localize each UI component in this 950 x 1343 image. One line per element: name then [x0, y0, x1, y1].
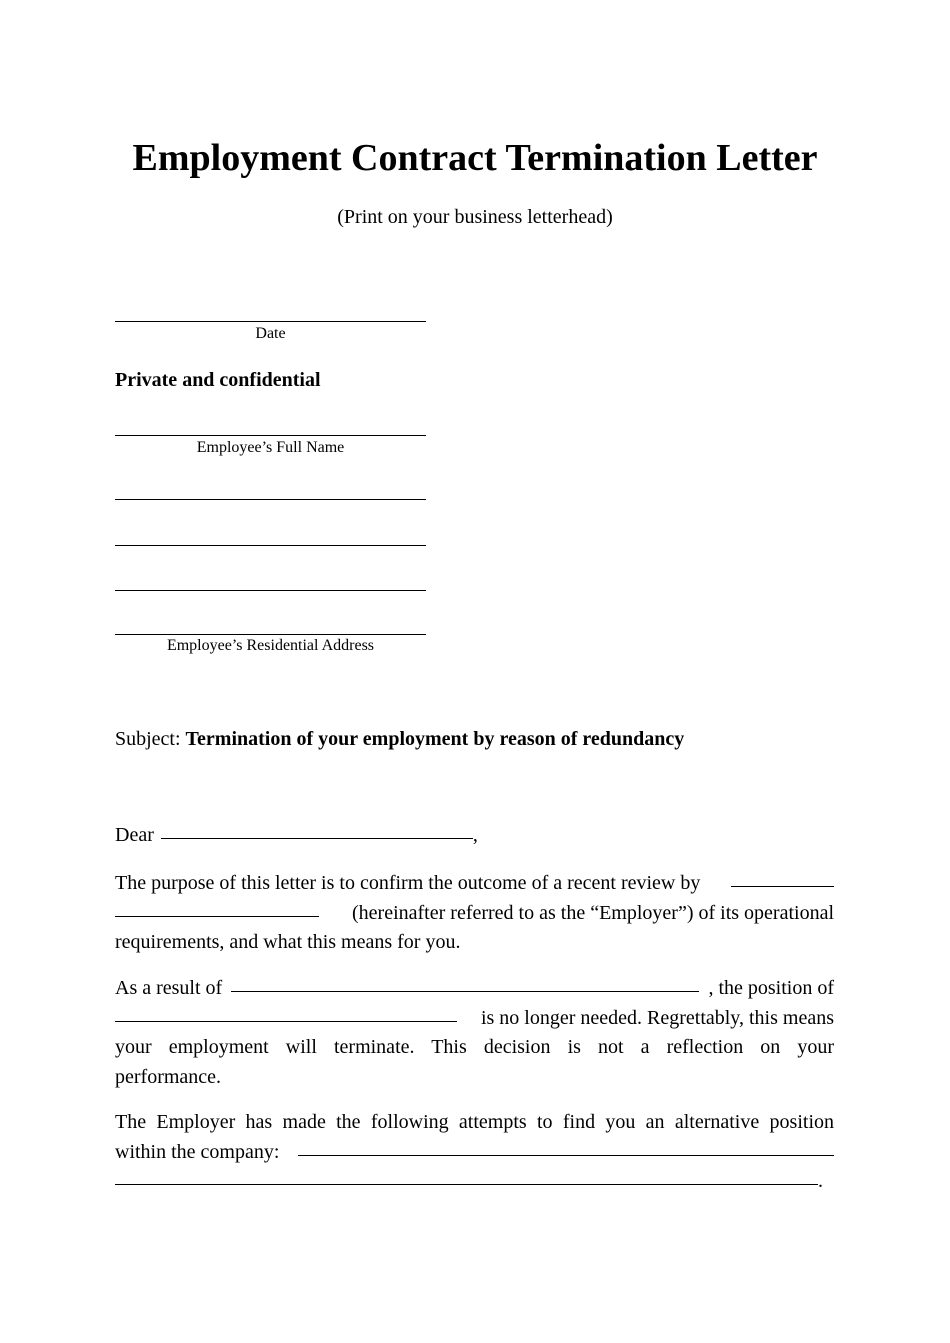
date-blank[interactable]: [115, 321, 426, 322]
subject-text: Termination of your employment by reason of redundancy: [185, 728, 685, 750]
p3-line-2-text: within the company:: [115, 1140, 280, 1163]
reason-blank[interactable]: [231, 991, 699, 992]
p2-line-2: [115, 1004, 834, 1034]
p2-line-1: [115, 974, 834, 1004]
paragraph-1: [115, 869, 834, 958]
position-blank[interactable]: [115, 1021, 457, 1022]
salutation-comma: ,: [472, 824, 478, 846]
p1-line-2-text: (hereinafter referred to as the “Employer”) of its operational: [352, 901, 834, 924]
p3-line-1: [115, 1108, 834, 1138]
p2-line-2-text: is no longer needed. Regrettably, this means: [480, 1006, 834, 1029]
letterhead-note: (Print on your business letterhead): [337, 206, 613, 228]
p2-line-3-text: your employment will terminate. This decision is not a reflection on your: [115, 1036, 834, 1058]
employer-name-blank-1[interactable]: [731, 886, 834, 887]
employee-name-blank[interactable]: [115, 435, 426, 436]
p1-line-1-text: The purpose of this letter is to confirm the outcome of a recent review by: [115, 872, 701, 894]
date-caption: Date: [255, 325, 286, 342]
alternative-attempts-blank-1[interactable]: [298, 1155, 834, 1156]
p3-line-2: [115, 1138, 834, 1168]
recipient-name-blank[interactable]: [161, 838, 473, 839]
paragraph-2: [115, 974, 834, 1092]
p2-line-3: [115, 1033, 834, 1063]
address-caption: Employee’s Residential Address: [166, 637, 375, 654]
p2-line-1-end: , the position of: [708, 977, 834, 999]
p2-line-4: [115, 1063, 834, 1093]
p1-line-2: [115, 899, 834, 929]
salutation-line: [115, 821, 834, 851]
subject-label: Subject:: [115, 728, 181, 750]
confidential-heading: Private and confidential: [115, 369, 321, 391]
p2-line-1-start: As a result of: [115, 977, 223, 999]
p2-line-4-text: performance.: [115, 1065, 222, 1088]
address-line-1-blank[interactable]: [115, 499, 426, 500]
paragraph-3: [115, 1108, 834, 1197]
alternative-attempts-blank-2[interactable]: [115, 1184, 818, 1185]
p3-line-3: [115, 1167, 834, 1197]
salutation-text: Dear: [115, 824, 154, 846]
address-line-4-blank[interactable]: [115, 634, 426, 635]
p1-line-3: [115, 928, 834, 958]
p1-line-1: [115, 869, 834, 899]
p3-line-1-text: The Employer has made the following attempts to find you an alternative position: [115, 1111, 834, 1133]
address-line-3-blank[interactable]: [115, 590, 426, 591]
employee-name-caption: Employee’s Full Name: [196, 439, 345, 456]
p3-line-3-end: .: [818, 1170, 823, 1192]
p1-line-3-text: requirements, and what this means for you.: [115, 931, 461, 953]
document-title: Employment Contract Termination Letter: [132, 137, 818, 179]
employer-name-blank-2[interactable]: [115, 916, 319, 917]
subject-line: [115, 725, 834, 755]
address-line-2-blank[interactable]: [115, 545, 426, 546]
